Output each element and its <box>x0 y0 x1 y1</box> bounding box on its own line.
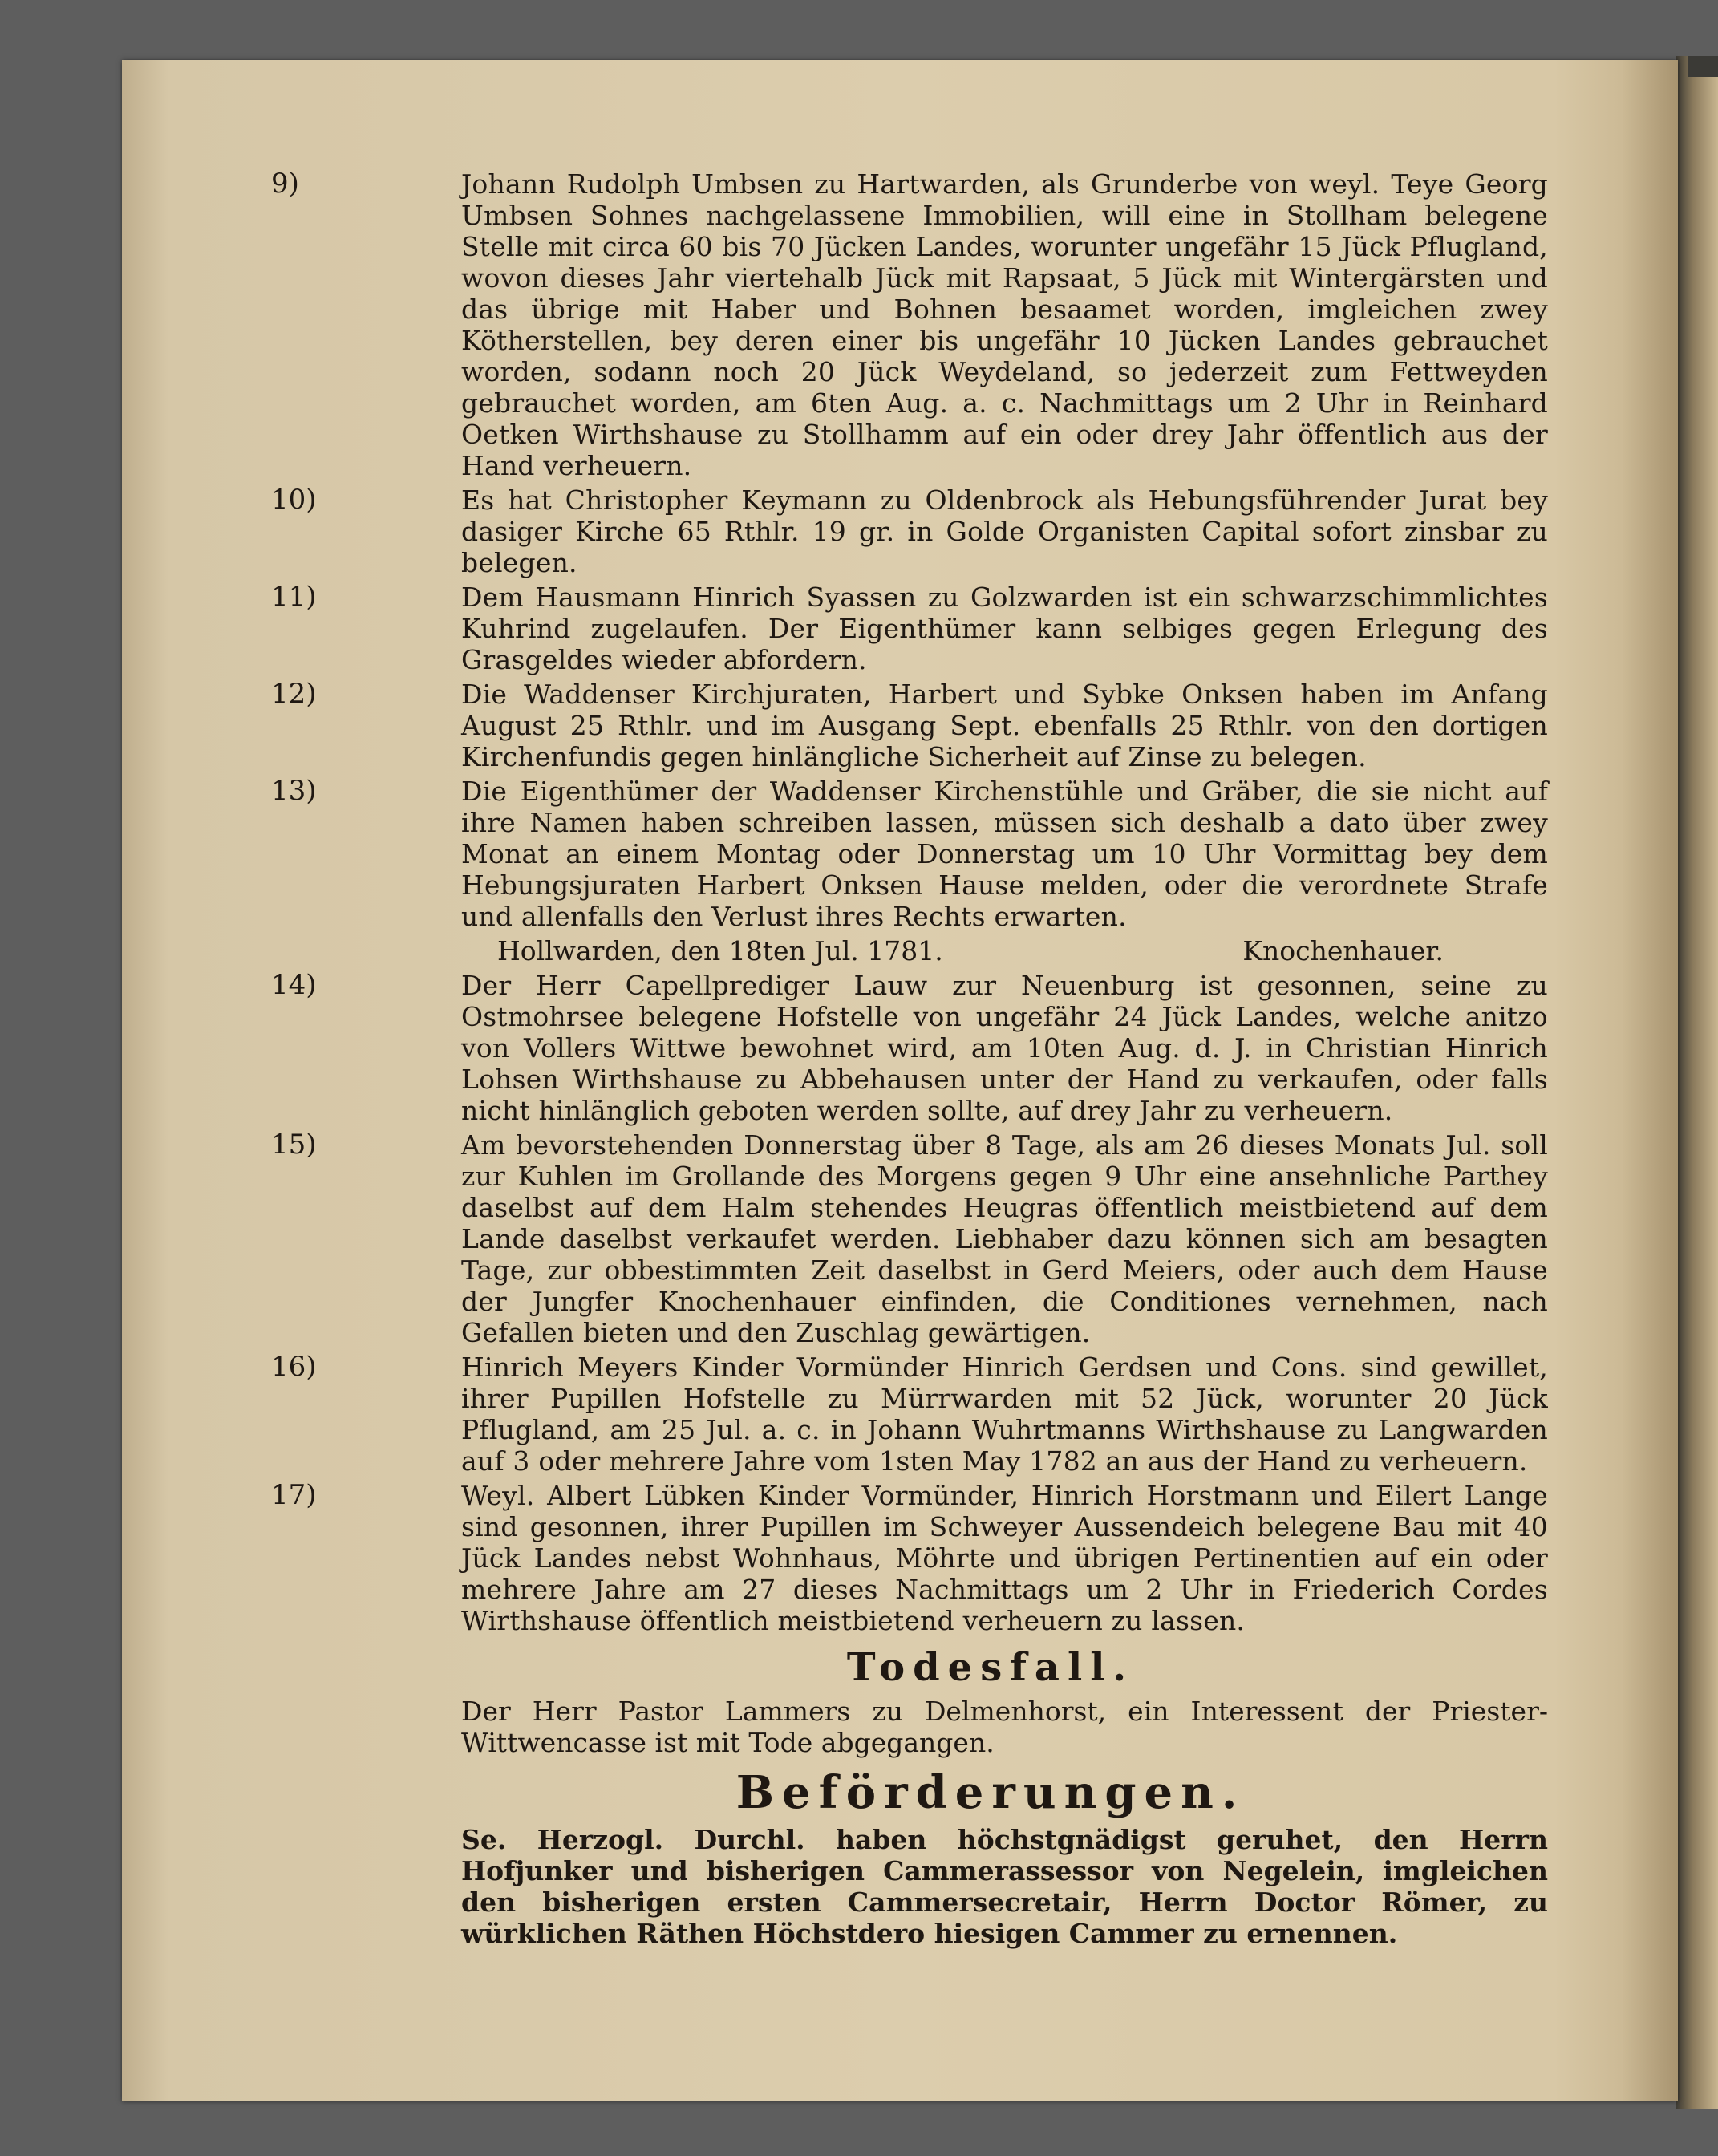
item-text: Die Waddenser Kirchjuraten, Harbert und Sybke Onksen haben im Anfang August 25 Rthlr. und im Ausgang Sept. ebenfalls 25 Rthlr. von den dortigen Kirchenfundis gegen hinlängliche Sicherheit auf Zinse zu belegen. <box>461 679 1548 772</box>
item-text: Die Eigenthümer der Waddenser Kirchenstühle und Gräber, die sie nicht auf ihre Namen haben schreiben lassen, müssen sich deshalb a dato über zwey Monat an einem Montag oder Donnerstag um 10 Uhr Vormittag bey dem Hebungsjuraten Harbert Onksen Hause melden, oder die verordnete Strafe und allenfalls den Verlust ihres Rechts erwarten. <box>461 776 1548 932</box>
death-heading: Todesfall. <box>846 1645 1135 1690</box>
page-gutter-shadow <box>1622 60 1678 2101</box>
promotions-notice: Se. Herzogl. Durchl. haben höchstgnädigst geruhet, den Herrn Hofjunker und bisherigen Cammerassessor von Negelein, imgleichen den bisherigen ersten Cammersecretair, Herrn Doctor Römer, zu würklichen Räthen Höchstdero hiesigen Cammer zu ernennen. <box>461 1824 1548 1949</box>
signature: Knochenhauer. <box>1242 935 1444 967</box>
text-block <box>271 168 1548 1949</box>
item-number: 12) <box>271 678 317 710</box>
item-text: Weyl. Albert Lübken Kinder Vormünder, Hinrich Horstmann und Eilert Lange sind gesonnen, ihrer Pupillen im Schweyer Aussendeich belegene Bau mit 40 Jück Landes nebst Wohnhaus, Möhrte und übrigen Pertinentien auf ein oder mehrere Jahre am 27 dieses Nachmittags um 2 Uhr in Friederich Cordes Wirthshause öffentlich meistbietend verheuern zu lassen. <box>461 1480 1548 1636</box>
notice-item-14 <box>271 969 1548 1126</box>
item-text: Es hat Christopher Keymann zu Oldenbrock als Hebungsführender Jurat bey dasiger Kirche 65 Rthlr. 19 gr. in Golde Organisten Capital sofort zinsbar zu belegen. <box>461 484 1548 578</box>
dateline <box>329 935 1548 967</box>
item-text: Der Herr Capellprediger Lauw zur Neuenburg ist gesonnen, seine zu Ostmohrsee belegene Hofstelle von ungefähr 24 Jück Landes, welche anitzo von Vollers Wittwe bewohnet wird, am 10ten Aug. d. J. in Christian Hinrich Lohsen Wirthshause zu Abbehausen unter der Hand zu verkaufen, oder falls nicht hinlänglich geboten werden sollte, auf drey Jahr zu verheuern. <box>461 970 1548 1126</box>
notice-item-13 <box>271 775 1548 932</box>
book-edge <box>1676 56 1718 2109</box>
notice-item-16 <box>271 1351 1548 1477</box>
item-text: Am bevorstehenden Donnerstag über 8 Tage, als am 26 dieses Monats Jul. soll zur Kuhlen im Grollande des Morgens gegen 9 Uhr eine ansehnliche Parthey daselbst auf dem Halm stehendes Heugras öffentlich meistbietend auf dem Lande daselbst verkaufet werden. Liebhaber dazu können sich am besagten Tage, zur obbestimmten Zeit daselbst in Gerd Meiers, oder auch dem Hause der Jungfer Knochenhauer einfinden, die Conditiones vernehmen, nach Gefallen bieten und den Zuschlag gewärtigen. <box>461 1129 1548 1348</box>
notice-item-11 <box>271 581 1548 675</box>
item-text: Johann Rudolph Umbsen zu Hartwarden, als Grunderbe von weyl. Teye Georg Umbsen Sohnes nachgelassene Immobilien, will eine in Stollham belegene Stelle mit circa 60 bis 70 Jücken Landes, worunter ungefähr 15 Jück Pflugland, wovon dieses Jahr viertehalb Jück mit Rapsaat, 5 Jück mit Wintergärsten und das übrige mit Haber und Bohnen besaamet worden, imgleichen zwey Kötherstellen, bey deren einer bis ungefähr 10 Jücken Landes gebrauchet worden, sodann noch 20 Jück Weydeland, so jederzeit zum Fettweyden gebrauchet worden, am 6ten Aug. a. c. Nachmittags um 2 Uhr in Reinhard Oetken Wirthshause zu Stollhamm auf ein oder drey Jahr öffentlich aus der Hand verheuern. <box>461 168 1548 481</box>
promotions-heading: Beförderungen. <box>735 1766 1246 1819</box>
notice-item-9 <box>271 168 1548 481</box>
item-number: 15) <box>271 1129 317 1161</box>
notice-item-12 <box>271 678 1548 772</box>
notice-item-17 <box>271 1479 1548 1636</box>
item-number: 16) <box>271 1351 317 1383</box>
notice-item-15 <box>271 1129 1548 1348</box>
place-date: Hollwarden, den 18ten Jul. 1781. <box>497 935 943 967</box>
notice-item-10 <box>271 484 1548 578</box>
item-number: 9) <box>271 168 299 200</box>
death-notice: Der Herr Pastor Lammers zu Delmenhorst, ein Interessent der Priester-Wittwencasse ist mit Tode abgegangen. <box>461 1696 1548 1758</box>
item-number: 13) <box>271 775 317 807</box>
item-number: 10) <box>271 484 317 516</box>
item-text: Dem Hausmann Hinrich Syassen zu Golzwarden ist ein schwarzschimmlichtes Kuhrind zugelaufen. Der Eigenthümer kann selbiges gegen Erlegung des Grasgeldes wieder abfordern. <box>461 582 1548 675</box>
book-spine-top <box>1688 56 1718 77</box>
item-number: 17) <box>271 1479 317 1511</box>
item-text: Hinrich Meyers Kinder Vormünder Hinrich Gerdsen und Cons. sind gewillet, ihrer Pupillen Hofstelle zu Mürrwarden mit 52 Jück, worunter 20 Jück Pflugland, am 25 Jul. a. c. in Johann Wuhrtmanns Wirthshause zu Langwarden auf 3 oder mehrere Jahre vom 1sten May 1782 an aus der Hand zu verheuern. <box>461 1352 1548 1477</box>
item-number: 11) <box>271 581 317 613</box>
item-number: 14) <box>271 969 317 1001</box>
